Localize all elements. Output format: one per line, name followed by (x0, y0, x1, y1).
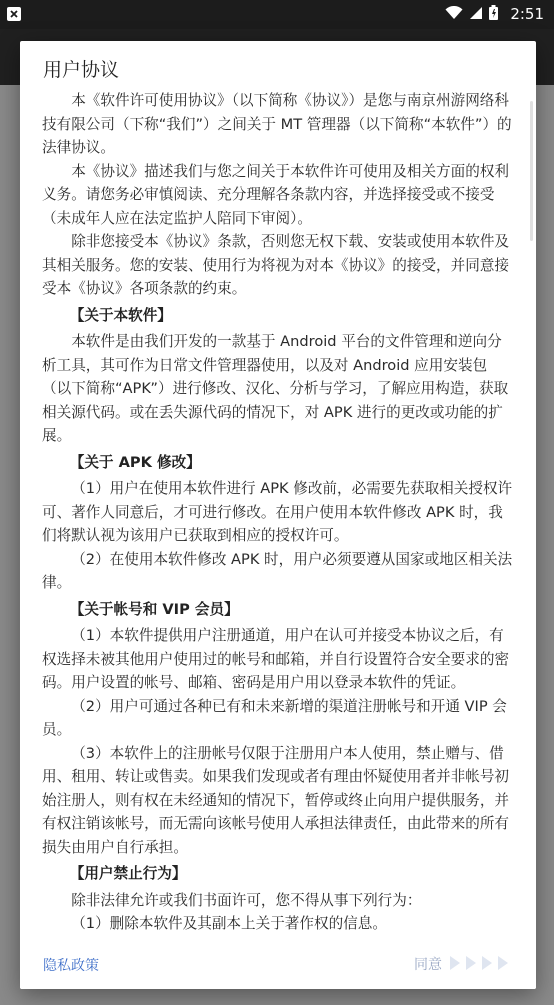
user-agreement-dialog (20, 41, 536, 989)
section-paragraph: （2）在使用本软件修改 APK 时，用户必须要遵从国家或地区相关法律。 (42, 550, 513, 591)
wifi-icon (445, 5, 463, 24)
section-paragraph: （1）本软件提供用户注册通道，用户在认可并接受本协议之后，有权选择未被其他用户使用过的帐号和邮箱，并自行设置符合安全要求的密码。用户设置的帐号、邮箱、密码是用户用以登录本软件的凭证。 (42, 627, 510, 691)
agreement-scroll-area[interactable] (42, 89, 514, 935)
section-paragraph: 本软件是由我们开发的一款基于 Android 平台的文件管理和逆向分析工具，其可作为日常文件管理器使用，以及对 Android 应用安装包（以下简称“APK”）进行修改、汉化、分析与学习，了解应用构造，获取相关源代码。或在丢失源代码的情况下，对 APK 进行的更改或功能的扩展。 (42, 333, 509, 444)
privacy-policy-link[interactable]: 隐私政策 (43, 958, 99, 974)
notification-icon (6, 6, 22, 26)
section-paragraph: （1）用户在使用本软件进行 APK 修改前，必需要先获取相关授权许可、著作人同意后，才可进行修改。在用户使用本软件修改 APK 时，我们将默认视为该用户已获取到相应的授权许可。 (42, 480, 513, 544)
section-heading-account: 【关于帐号和 VIP 会员】 (69, 600, 239, 618)
intro-paragraph: 本《协议》描述我们与您之间关于本软件许可使用及相关方面的权利义务。请您务必审慎阅读、充分理解各条款内容，并选择接受或不接受（未成年人应在法定监护人陪同下审阅）。 (42, 162, 510, 227)
status-time: 2:51 (510, 5, 544, 23)
dialog-footer (20, 935, 536, 989)
section-paragraph: 除非法律允许或我们书面许可，您不得从事下列行为： (71, 891, 422, 909)
intro-paragraph: 除非您接受本《协议》条款，否则您无权下载、安装或使用本软件及其相关服务。您的安装、使用行为将视为对本《协议》的接受，并同意接受本《协议》各项条款的约束。 (42, 233, 510, 297)
dialog-title: 用户协议 (43, 59, 120, 81)
arrow-right-icon (448, 952, 512, 977)
section-paragraph: （3）本软件上的注册帐号仅限于注册用户本人使用，禁止赠与、借用、租用、转让或售卖。如果我们发现或者有理由怀疑使用者并非帐号初始注册人，则有权在未经通知的情况下，暂停或终止向用户提供服务，并有权注销该帐号，而无需向该帐号使用人承担法律责任，由此带来的所有损失由用户自行承担。 (42, 744, 510, 856)
intro-paragraph: 本《软件许可使用协议》（以下简称《协议》）是您与南京州游网络科技有限公司（下称“我们”）之间关于 MT 管理器（以下简称“本软件”）的法律协议。 (42, 92, 512, 156)
section-heading-about: 【关于本软件】 (69, 306, 172, 324)
scrollbar-thumb[interactable] (530, 101, 533, 241)
section-heading-apk: 【关于 APK 修改】 (69, 453, 201, 471)
agree-button-label: 同意 (414, 956, 442, 972)
status-icons (445, 5, 498, 23)
battery-icon (489, 5, 498, 24)
status-bar (0, 0, 554, 29)
section-paragraph: （1）删除本软件及其副本上关于著作权的信息。 (71, 915, 387, 932)
cellular-signal-icon (469, 5, 483, 24)
agree-button[interactable] (362, 949, 512, 979)
section-paragraph: （2）用户可通过各种已有和未来新增的渠道注册帐号和开通 VIP 会员。 (42, 697, 507, 738)
section-heading-prohibited: 【用户禁止行为】 (69, 865, 187, 882)
